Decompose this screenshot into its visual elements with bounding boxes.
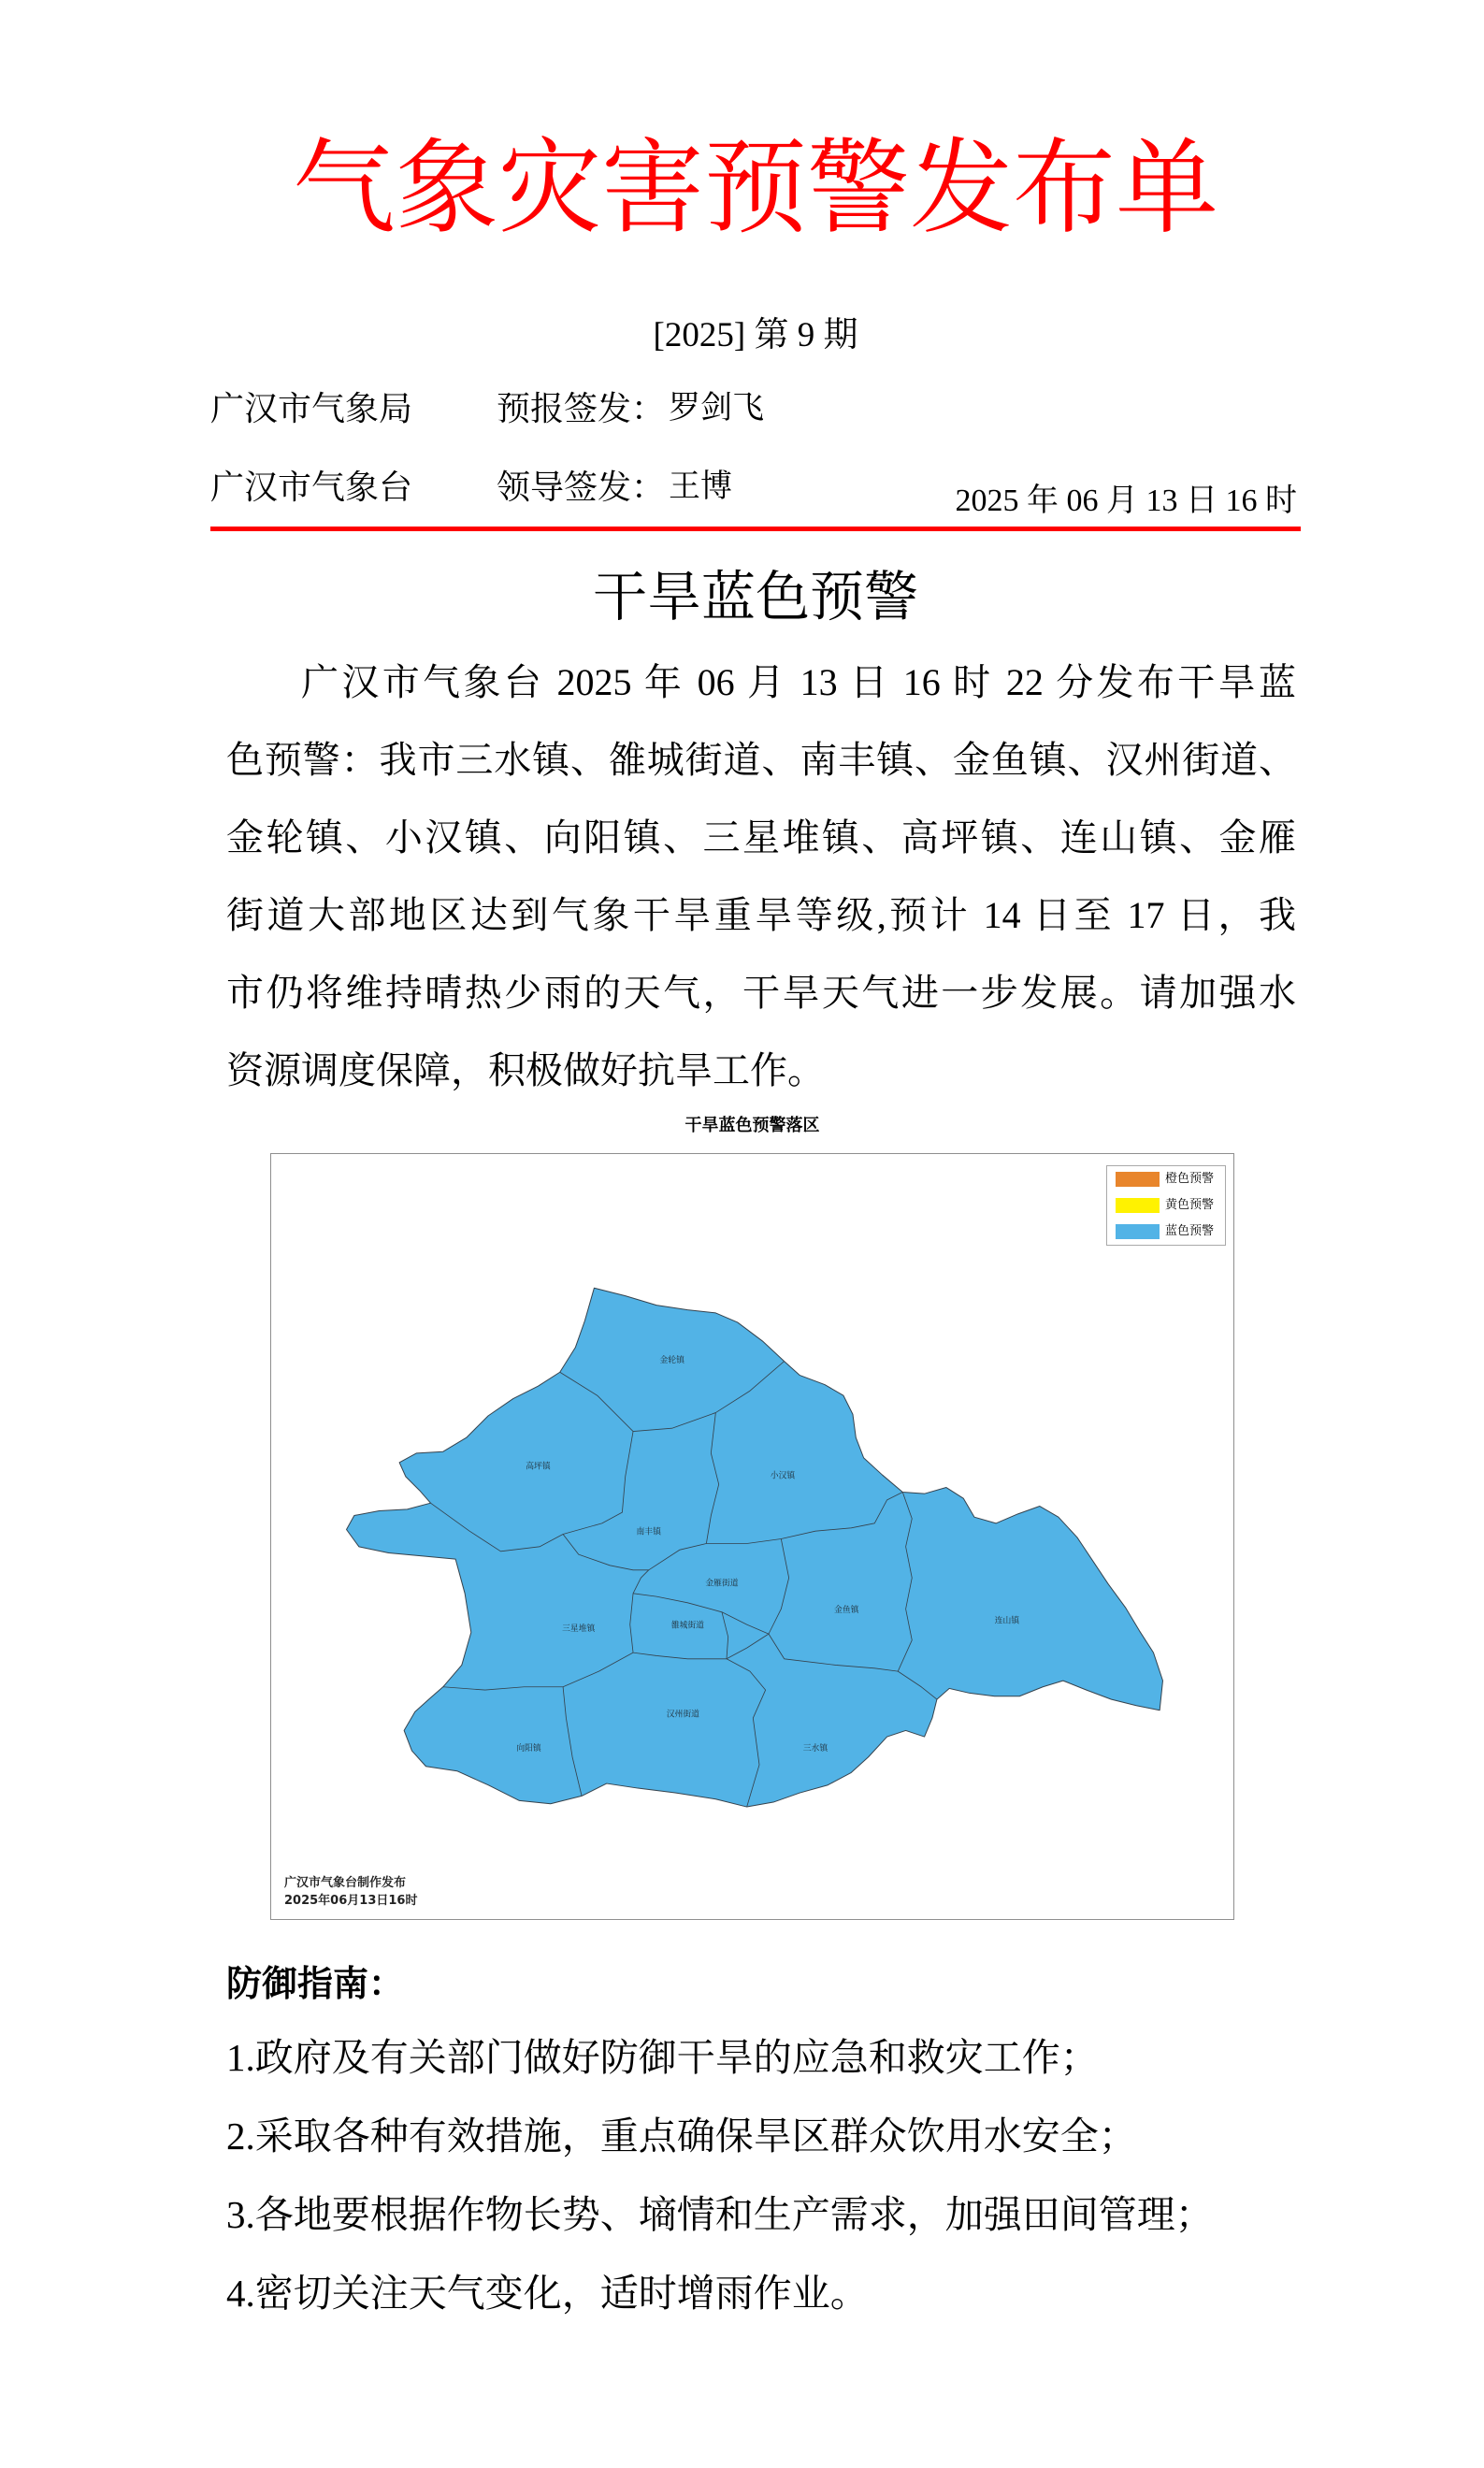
header-divider (210, 527, 1301, 531)
map-canvas (271, 1154, 1233, 1919)
issue-datetime: 2025 年 06 月 13 日 16 时 (955, 483, 1297, 518)
label-gaoping-town: 高坪镇 (526, 1462, 551, 1472)
legend-label: 蓝色预警 (1165, 1224, 1215, 1238)
warning-area-map (270, 1153, 1234, 1920)
guidance-item: 3.各地要根据作物长势、墒情和生产需求，加强田间管理； (226, 2193, 1214, 2236)
issuing-station: 广汉市气象台 (210, 469, 413, 506)
map-credit (284, 1874, 417, 1910)
label-luocheng-subdistrict: 雒城街道 (670, 1621, 704, 1631)
guidance-list (226, 2018, 1214, 2332)
forecast-signer-name: 罗剑飞 (669, 391, 764, 426)
issue-number: [2025] 第 9 期 (653, 316, 858, 354)
guidance-item: 4.密切关注天气变化，适时增雨作业。 (226, 2272, 869, 2315)
label-jinyu-town: 金鱼镇 (834, 1605, 859, 1615)
paragraph-line: 色预警：我市三水镇、雒城街道、南丰镇、金鱼镇、汉州街道、 (226, 739, 1296, 781)
paragraph-line: 市仍将维持晴热少雨的天气，干旱天气进一步发展。请加强水 (226, 972, 1296, 1014)
legend-item (1107, 1166, 1225, 1192)
yellow-swatch (1116, 1198, 1160, 1213)
paragraph-line: 街道大部地区达到气象干旱重旱等级,预计 14 日至 17 日，我 (226, 894, 1296, 936)
blue-swatch (1116, 1224, 1160, 1239)
legend-label: 橙色预警 (1165, 1172, 1215, 1186)
legend-item (1107, 1192, 1225, 1219)
leader-signer-name: 王博 (669, 469, 732, 504)
forecast-signer-label: 预报签发： (497, 390, 666, 427)
label-sanshui-town: 三水镇 (802, 1744, 828, 1754)
label-lianshan-town: 连山镇 (994, 1616, 1020, 1626)
issuing-bureau: 广汉市气象局 (210, 390, 413, 427)
label-hanzhou-subdistrict: 汉州街道 (666, 1710, 699, 1720)
map-timestamp: 2025年06月13日16时 (284, 1894, 418, 1908)
guidance-heading: 防御指南： (226, 1963, 405, 2004)
map-legend (1106, 1165, 1226, 1246)
warning-heading: 干旱蓝色预警 (592, 565, 918, 628)
paragraph-line: 金轮镇、小汉镇、向阳镇、三星堆镇、高坪镇、连山镇、金雁 (226, 816, 1296, 859)
document-title: 气象灾害预警发布单 (293, 128, 1218, 248)
label-sanxingdui-town: 三星堆镇 (562, 1624, 596, 1634)
orange-swatch (1116, 1172, 1160, 1187)
label-jinyan-subdistrict: 金雁街道 (705, 1579, 739, 1589)
label-xiaohan-town: 小汉镇 (770, 1471, 796, 1481)
leader-signer-label: 领导签发： (497, 469, 666, 506)
map-title: 干旱蓝色预警落区 (684, 1116, 820, 1135)
paragraph-line: 广汉市气象台 2025 年 06 月 13 日 16 时 22 分发布干旱蓝 (301, 661, 1296, 703)
warning-paragraph (226, 643, 1296, 1109)
map-producer: 广汉市气象台制作发布 (284, 1876, 407, 1890)
paragraph-line: 资源调度保障，积极做好抗旱工作。 (226, 1049, 825, 1091)
legend-label: 黄色预警 (1165, 1198, 1215, 1212)
label-xiangyang-town: 向阳镇 (516, 1744, 541, 1754)
guidance-item: 2.采取各种有效措施，重点确保旱区群众饮用水安全； (226, 2114, 1137, 2158)
label-nanfeng-town: 南丰镇 (636, 1527, 661, 1537)
guidance-item: 1.政府及有关部门做好防御干旱的应急和救灾工作； (226, 2036, 1099, 2079)
legend-item (1107, 1219, 1225, 1245)
label-jinlun-town: 金轮镇 (659, 1356, 684, 1366)
